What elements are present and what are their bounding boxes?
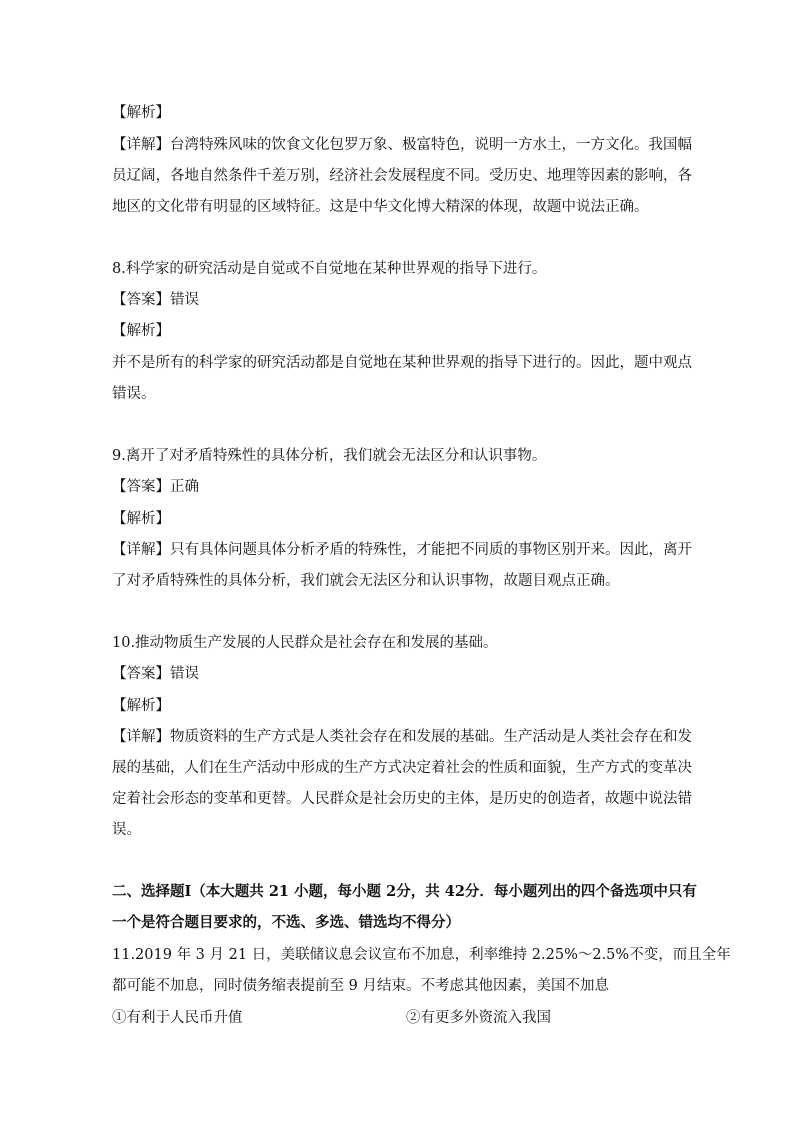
detail-line: 【详解】台湾特殊风味的饮食文化包罗万象、极富特色，说明一方水土，一方文化。我国幅: [112, 137, 692, 153]
section-heading: 一个是符合题目要求的，不选、多选、错选均不得分）: [112, 914, 460, 931]
detail-line: 定着社会形态的变革和更替。人民群众是社会历史的主体，是历史的创造者，故题中说法错: [112, 791, 692, 807]
detail-line: 误。: [112, 822, 141, 838]
detail-line: 展的基础，人们在生产活动中形成的生产方式决定着社会的性质和面貌，生产方式的变革决: [112, 760, 692, 776]
question-11: 11.2019 年 3 月 21 日，美联储议息会议宣布不加息，利率维持 2.25%～2.5%不变，而且全年: [112, 947, 731, 963]
answer-9: 【答案】正确: [112, 479, 199, 495]
detail-line: 【详解】物质资料的生产方式是人类社会存在和发展的基础。生产活动是人类社会存在和发: [112, 729, 692, 745]
detail-line: 员辽阔，各地自然条件千差万别，经济社会发展程度不同。受历史、地理等因素的影响，各: [112, 168, 692, 184]
question-11: 都可能不加息，同时债务缩表提前至 9 月结束。不考虑其他因素，美国不加息: [112, 978, 609, 994]
option-1: ①有利于人民币升值: [112, 1010, 243, 1026]
answer-10: 【答案】错误: [112, 666, 199, 682]
question-10: 10.推动物质生产发展的人民群众是社会存在和发展的基础。: [112, 635, 498, 651]
detail-line: 了对矛盾特殊性的具体分析，我们就会无法区分和认识事物，故题目观点正确。: [112, 573, 620, 589]
analysis-label: 【解析】: [112, 698, 170, 714]
detail-line: 并不是所有的科学家的研究活动都是自觉地在某种世界观的指导下进行的。因此，题中观点: [112, 355, 692, 371]
section-heading: 二、选择题Ⅰ（本大题共 21 小题，每小题 2分，共 42分．每小题列出的四个备选项中只有: [112, 883, 697, 900]
option-2: ②有更多外资流入我国: [406, 1010, 551, 1026]
answer-8: 【答案】错误: [112, 292, 199, 308]
detail-line: 【详解】只有具体问题具体分析矛盾的特殊性，才能把不同质的事物区别开来。因此，离开: [112, 542, 692, 558]
detail-line: 地区的文化带有明显的区域特征。这是中华文化博大精深的体现，故题中说法正确。: [112, 199, 649, 215]
analysis-label: 【解析】: [112, 323, 170, 339]
analysis-label: 【解析】: [112, 511, 170, 527]
detail-line: 错误。: [112, 386, 156, 402]
question-9: 9.离开了对矛盾特殊性的具体分析，我们就会无法区分和认识事物。: [112, 448, 547, 464]
analysis-label: 【解析】: [112, 105, 170, 121]
question-8: 8.科学家的研究活动是自觉或不自觉地在某种世界观的指导下进行。: [112, 261, 547, 277]
